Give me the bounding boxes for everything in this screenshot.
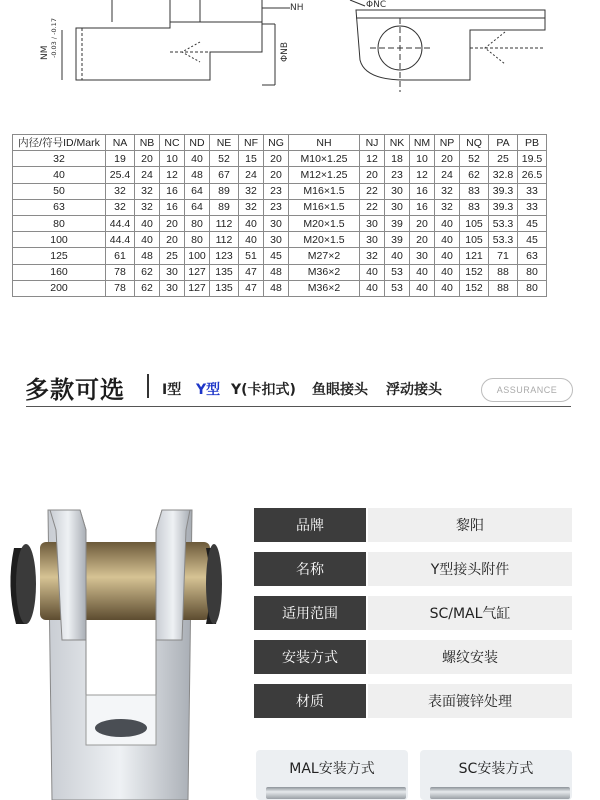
selection-title: 多款可选 [25, 376, 125, 404]
spec-cell: 61 [106, 248, 135, 264]
spec-cell: 20 [264, 167, 289, 183]
spec-cell: 51 [239, 248, 264, 264]
attribute-key: 适用范围 [254, 596, 366, 630]
spec-cell: 121 [460, 248, 489, 264]
spec-cell: 39.3 [489, 183, 518, 199]
spec-cell: 19 [106, 151, 135, 167]
spec-cell: 23 [264, 199, 289, 215]
spec-col-header: NA [106, 135, 135, 151]
option-i-type[interactable]: I型 [162, 382, 182, 398]
spec-cell: 12 [360, 151, 385, 167]
spec-table [12, 134, 547, 297]
install-card-mal[interactable] [256, 750, 408, 800]
spec-col-header: NM [410, 135, 435, 151]
spec-cell: 89 [210, 199, 239, 215]
selection-divider [147, 374, 149, 398]
spec-cell: 30 [160, 280, 185, 296]
spec-cell: 12 [410, 167, 435, 183]
spec-row [13, 183, 547, 199]
spec-cell: 62 [460, 167, 489, 183]
spec-cell: 40 [13, 167, 106, 183]
spec-cell: 45 [518, 215, 547, 231]
spec-cell: 20 [160, 215, 185, 231]
spec-col-header: NP [435, 135, 460, 151]
selection-underline [26, 406, 571, 407]
spec-cell: 25 [160, 248, 185, 264]
spec-cell: 88 [489, 264, 518, 280]
spec-cell: 135 [210, 280, 239, 296]
spec-col-header: NJ [360, 135, 385, 151]
spec-cell: 125 [13, 248, 106, 264]
spec-cell: 89 [210, 183, 239, 199]
nm-tolerance: -0.03 / -0.17 [50, 18, 58, 58]
spec-cell: 63 [518, 248, 547, 264]
spec-cell: 40 [135, 215, 160, 231]
spec-cell: 40 [239, 232, 264, 248]
spec-cell: 40 [410, 280, 435, 296]
spec-cell: 53 [385, 264, 410, 280]
spec-cell: 30 [264, 232, 289, 248]
spec-cell: 135 [210, 264, 239, 280]
spec-cell: 25 [489, 151, 518, 167]
spec-cell: 105 [460, 232, 489, 248]
spec-cell: 32 [239, 199, 264, 215]
spec-cell: 30 [385, 199, 410, 215]
spec-cell: 53 [385, 280, 410, 296]
spec-cell: M16×1.5 [289, 183, 360, 199]
spec-cell: 44.4 [106, 215, 135, 231]
attribute-value: SC/MAL气缸 [368, 596, 572, 630]
option-fisheye[interactable]: 鱼眼接头 [312, 382, 368, 398]
spec-cell: M27×2 [289, 248, 360, 264]
spec-cell: 30 [360, 232, 385, 248]
spec-cell: 80 [185, 232, 210, 248]
spec-cell: 23 [264, 183, 289, 199]
spec-cell: 20 [410, 215, 435, 231]
spec-cell: M20×1.5 [289, 232, 360, 248]
spec-cell: 52 [210, 151, 239, 167]
spec-cell: 83 [460, 183, 489, 199]
attribute-value: 表面镀锌处理 [368, 684, 572, 718]
spec-col-header: NK [385, 135, 410, 151]
spec-cell: 64 [185, 183, 210, 199]
spec-cell: 39 [385, 232, 410, 248]
attribute-row [254, 596, 572, 630]
spec-row [13, 264, 547, 280]
spec-cell: 40 [239, 215, 264, 231]
install-card-sc[interactable] [420, 750, 572, 800]
spec-cell: 48 [264, 280, 289, 296]
selection-bar [0, 360, 600, 410]
spec-table-body [13, 151, 547, 297]
attribute-key: 材质 [254, 684, 366, 718]
option-y-type[interactable]: Y型 [196, 382, 221, 398]
spec-col-header: PB [518, 135, 547, 151]
spec-cell: 20 [264, 151, 289, 167]
spec-cell: 16 [160, 183, 185, 199]
spec-cell: 40 [185, 151, 210, 167]
spec-cell: 24 [239, 167, 264, 183]
spec-cell: 88 [489, 280, 518, 296]
spec-cell: 25.4 [106, 167, 135, 183]
spec-cell: 80 [13, 215, 106, 231]
spec-col-header: NQ [460, 135, 489, 151]
spec-cell: 18 [385, 151, 410, 167]
spec-cell: 100 [185, 248, 210, 264]
spec-cell: 78 [106, 264, 135, 280]
spec-cell: 30 [360, 215, 385, 231]
spec-cell: 32 [435, 199, 460, 215]
spec-cell: 33 [518, 199, 547, 215]
nc-label: ΦNC [366, 0, 387, 10]
spec-cell: 45 [264, 248, 289, 264]
spec-cell: 100 [13, 232, 106, 248]
spec-cell: 20 [160, 232, 185, 248]
spec-cell: 32 [239, 183, 264, 199]
spec-cell: 40 [135, 232, 160, 248]
spec-cell: 40 [360, 280, 385, 296]
spec-cell: 63 [13, 199, 106, 215]
spec-row [13, 167, 547, 183]
spec-cell: 123 [210, 248, 239, 264]
spec-row [13, 215, 547, 231]
spec-row [13, 151, 547, 167]
attribute-value: 黎阳 [368, 508, 572, 542]
spec-cell: 40 [435, 248, 460, 264]
option-floating[interactable]: 浮动接头 [386, 382, 442, 398]
spec-cell: 40 [435, 232, 460, 248]
spec-cell: 10 [160, 151, 185, 167]
spec-col-header: PA [489, 135, 518, 151]
spec-cell: 30 [160, 264, 185, 280]
spec-cell: M12×1.25 [289, 167, 360, 183]
attribute-value: 螺纹安装 [368, 640, 572, 674]
spec-cell: 32 [135, 183, 160, 199]
spec-col-header: NH [289, 135, 360, 151]
spec-cell: 32 [13, 151, 106, 167]
spec-cell: 20 [410, 232, 435, 248]
spec-cell: 47 [239, 264, 264, 280]
spec-cell: 22 [360, 199, 385, 215]
spec-cell: 44.4 [106, 232, 135, 248]
spec-cell: M20×1.5 [289, 215, 360, 231]
attribute-value: Y型接头附件 [368, 552, 572, 586]
spec-cell: 112 [210, 232, 239, 248]
attribute-row [254, 640, 572, 674]
spec-cell: 62 [135, 264, 160, 280]
spec-cell: 40 [435, 264, 460, 280]
spec-cell: 62 [135, 280, 160, 296]
spec-col-header: NC [160, 135, 185, 151]
spec-cell: M10×1.25 [289, 151, 360, 167]
spec-col-header: 内径/符号ID/Mark [13, 135, 106, 151]
attribute-row [254, 552, 572, 586]
spec-cell: 19.5 [518, 151, 547, 167]
spec-cell: 200 [13, 280, 106, 296]
spec-col-header: NE [210, 135, 239, 151]
spec-cell: 40 [360, 264, 385, 280]
spec-cell: 10 [410, 151, 435, 167]
spec-cell: 40 [435, 280, 460, 296]
spec-cell: 53.3 [489, 215, 518, 231]
nb-label: ΦNB [280, 42, 290, 62]
spec-cell: 78 [106, 280, 135, 296]
spec-cell: 32.8 [489, 167, 518, 183]
spec-cell: M36×2 [289, 264, 360, 280]
attribute-key: 安装方式 [254, 640, 366, 674]
spec-cell: M16×1.5 [289, 199, 360, 215]
spec-cell: 83 [460, 199, 489, 215]
spec-cell: 80 [185, 215, 210, 231]
spec-cell: 48 [264, 264, 289, 280]
spec-cell: 32 [135, 199, 160, 215]
spec-cell: 16 [160, 199, 185, 215]
spec-cell: 15 [239, 151, 264, 167]
spec-cell: M36×2 [289, 280, 360, 296]
spec-cell: 32 [435, 183, 460, 199]
spec-cell: 48 [185, 167, 210, 183]
spec-row [13, 248, 547, 264]
spec-cell: 20 [135, 151, 160, 167]
spec-cell: 64 [185, 199, 210, 215]
spec-col-header: NF [239, 135, 264, 151]
option-y-clip[interactable]: Y(卡扣式) [231, 382, 296, 398]
attribute-row [254, 508, 572, 542]
spec-cell: 53.3 [489, 232, 518, 248]
spec-cell: 33 [518, 183, 547, 199]
spec-table-header [13, 135, 547, 151]
rod-image [266, 787, 406, 799]
spec-cell: 71 [489, 248, 518, 264]
spec-cell: 39.3 [489, 199, 518, 215]
spec-cell: 20 [360, 167, 385, 183]
spec-cell: 40 [435, 215, 460, 231]
spec-cell: 32 [106, 183, 135, 199]
spec-cell: 152 [460, 280, 489, 296]
spec-cell: 24 [135, 167, 160, 183]
spec-col-header: ND [185, 135, 210, 151]
assurance-badge: ASSURANCE [481, 378, 573, 402]
spec-cell: 32 [360, 248, 385, 264]
spec-cell: 32 [106, 199, 135, 215]
spec-cell: 127 [185, 264, 210, 280]
spec-cell: 30 [264, 215, 289, 231]
spec-cell: 16 [410, 199, 435, 215]
spec-cell: 67 [210, 167, 239, 183]
install-card-sc-label: SC安装方式 [458, 761, 534, 777]
nh-label: NH [290, 3, 304, 13]
spec-cell: 40 [385, 248, 410, 264]
attribute-key: 品牌 [254, 508, 366, 542]
technical-drawings [0, 0, 600, 130]
attribute-list [254, 508, 572, 728]
spec-col-header: NG [264, 135, 289, 151]
spec-cell: 30 [385, 183, 410, 199]
spec-cell: 112 [210, 215, 239, 231]
spec-cell: 45 [518, 232, 547, 248]
spec-cell: 127 [185, 280, 210, 296]
spec-cell: 12 [160, 167, 185, 183]
product-photo [0, 500, 240, 800]
spec-cell: 22 [360, 183, 385, 199]
spec-cell: 23 [385, 167, 410, 183]
spec-row [13, 199, 547, 215]
spec-cell: 80 [518, 280, 547, 296]
spec-cell: 48 [135, 248, 160, 264]
spec-col-header: NB [135, 135, 160, 151]
spec-cell: 50 [13, 183, 106, 199]
spec-cell: 47 [239, 280, 264, 296]
spec-row [13, 280, 547, 296]
spec-cell: 160 [13, 264, 106, 280]
spec-row [13, 232, 547, 248]
spec-cell: 39 [385, 215, 410, 231]
spec-cell: 40 [410, 264, 435, 280]
spec-cell: 30 [410, 248, 435, 264]
spec-cell: 20 [435, 151, 460, 167]
spec-cell: 24 [435, 167, 460, 183]
rod-image [430, 787, 570, 799]
spec-cell: 152 [460, 264, 489, 280]
spec-cell: 52 [460, 151, 489, 167]
attribute-row [254, 684, 572, 718]
spec-cell: 26.5 [518, 167, 547, 183]
spec-cell: 16 [410, 183, 435, 199]
attribute-key: 名称 [254, 552, 366, 586]
spec-cell: 105 [460, 215, 489, 231]
nm-label: NM [40, 45, 50, 60]
spec-cell: 80 [518, 264, 547, 280]
install-card-mal-label: MAL安装方式 [289, 761, 375, 777]
